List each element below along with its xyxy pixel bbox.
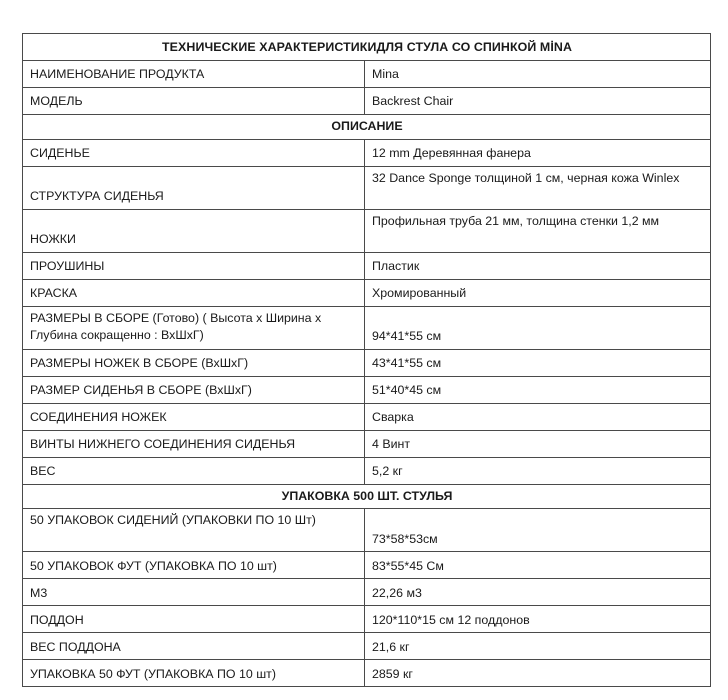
table-row xyxy=(23,61,711,88)
row-label: М3 xyxy=(23,579,365,606)
row-label: НОЖКИ xyxy=(23,209,365,252)
table-row xyxy=(23,376,711,403)
table-row xyxy=(23,306,711,349)
table-row xyxy=(23,403,711,430)
row-label: НАИМЕНОВАНИЕ ПРОДУКТА xyxy=(23,61,365,88)
row-label: 50 УПАКОВОК СИДЕНИЙ (УПАКОВКИ ПО 10 Шт) xyxy=(23,509,365,552)
row-value: 2859 кг xyxy=(365,660,711,687)
row-value: Профильная труба 21 мм, толщина стенки 1,2 мм xyxy=(365,209,711,252)
row-value: Backrest Chair xyxy=(365,88,711,115)
row-value: 21,6 кг xyxy=(365,633,711,660)
row-label: ПОДДОН xyxy=(23,606,365,633)
table-row xyxy=(23,579,711,606)
row-label: УПАКОВКА 50 ФУТ (УПАКОВКА ПО 10 шт) xyxy=(23,660,365,687)
row-value: Сварка xyxy=(365,403,711,430)
table-row xyxy=(23,166,711,209)
row-value: 32 Dance Sponge толщиной 1 см, черная кожа Winlex xyxy=(365,166,711,209)
document-title: ТЕХНИЧЕСКИЕ ХАРАКТЕРИСТИКИДЛЯ СТУЛА СО СПИНКОЙ MİNA xyxy=(23,34,711,61)
table-row xyxy=(23,552,711,579)
row-label: РАЗМЕР СИДЕНЬЯ В СБОРЕ (ВхШхГ) xyxy=(23,376,365,403)
row-value: 4 Винт xyxy=(365,430,711,457)
row-label: РАЗМЕРЫ НОЖЕК В СБОРЕ (ВхШхГ) xyxy=(23,349,365,376)
table-row xyxy=(23,209,711,252)
row-label: МОДЕЛЬ xyxy=(23,88,365,115)
specification-table-body xyxy=(23,34,711,687)
row-value: 83*55*45 См xyxy=(365,552,711,579)
row-value: 12 mm Деревянная фанера xyxy=(365,139,711,166)
section-header-row xyxy=(23,115,711,140)
table-row xyxy=(23,252,711,279)
row-label: ВИНТЫ НИЖНЕГО СОЕДИНЕНИЯ СИДЕНЬЯ xyxy=(23,430,365,457)
table-row xyxy=(23,279,711,306)
table-row xyxy=(23,660,711,687)
row-label: СОЕДИНЕНИЯ НОЖЕК xyxy=(23,403,365,430)
row-label: СИДЕНЬЕ xyxy=(23,139,365,166)
section-header-label: УПАКОВКА 500 ШТ. СТУЛЬЯ xyxy=(23,484,711,509)
row-label: СТРУКТУРА СИДЕНЬЯ xyxy=(23,166,365,209)
table-row xyxy=(23,349,711,376)
specification-table xyxy=(22,33,711,687)
table-row xyxy=(23,606,711,633)
section-header-row xyxy=(23,484,711,509)
row-label: ВЕС ПОДДОНА xyxy=(23,633,365,660)
row-value: 22,26 м3 xyxy=(365,579,711,606)
row-value: Mina xyxy=(365,61,711,88)
row-value: 43*41*55 см xyxy=(365,349,711,376)
row-value: 73*58*53см xyxy=(365,509,711,552)
table-row xyxy=(23,139,711,166)
table-row xyxy=(23,457,711,484)
row-value: 5,2 кг xyxy=(365,457,711,484)
row-label: КРАСКА xyxy=(23,279,365,306)
row-label: ПРОУШИНЫ xyxy=(23,252,365,279)
table-row xyxy=(23,633,711,660)
table-row xyxy=(23,88,711,115)
row-value: 120*110*15 см 12 поддонов xyxy=(365,606,711,633)
section-header-label: ОПИСАНИЕ xyxy=(23,115,711,140)
row-value: Пластик xyxy=(365,252,711,279)
table-row xyxy=(23,509,711,552)
row-label: ВЕС xyxy=(23,457,365,484)
table-row xyxy=(23,430,711,457)
row-value: Хромированный xyxy=(365,279,711,306)
row-label: 50 УПАКОВОК ФУТ (УПАКОВКА ПО 10 шт) xyxy=(23,552,365,579)
row-value: 51*40*45 см xyxy=(365,376,711,403)
row-value: 94*41*55 см xyxy=(365,306,711,349)
row-label: РАЗМЕРЫ В СБОРЕ (Готово) ( Высота х Ширина х Глубина сокращенно : ВхШхГ) xyxy=(23,306,365,349)
table-title-row xyxy=(23,34,711,61)
